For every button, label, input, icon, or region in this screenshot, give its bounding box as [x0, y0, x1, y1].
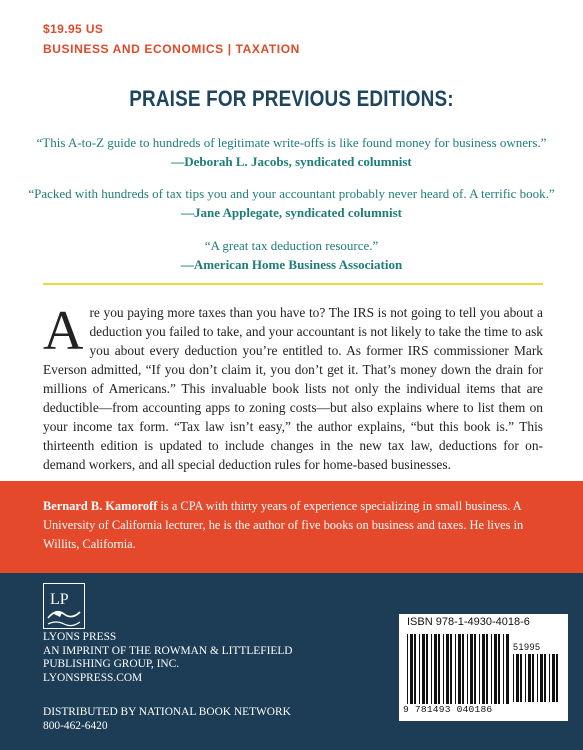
author-name: Bernard B. Kamoroff: [43, 499, 158, 513]
logo-lettering: LP: [50, 591, 69, 608]
publisher-info: [43, 631, 293, 685]
addon-barcode-bars: [511, 654, 561, 704]
isbn-text: ISBN 978-1-4930-4018-6: [407, 616, 530, 628]
publisher-name: LYONS PRESS: [43, 631, 117, 643]
price-code: 51995: [513, 642, 541, 652]
divider-rule: [43, 283, 543, 285]
publisher-band: [0, 573, 583, 750]
quote-attribution: —Deborah L. Jacobs, syndicated columnist: [171, 154, 412, 169]
publisher-imprint-line: AN IMPRINT OF THE ROWMAN & LITTLEFIELD: [43, 644, 293, 657]
isbn-barcode: [399, 614, 568, 721]
quote-attribution: —Jane Applegate, syndicated columnist: [180, 205, 402, 220]
publisher-imprint-line: PUBLISHING GROUP, INC.: [43, 658, 180, 670]
barcode-digits: 9 781493 040186: [403, 704, 493, 715]
barcode-bars: [405, 634, 509, 704]
distribution-info: [43, 705, 291, 733]
author-bio: [43, 497, 548, 554]
category-label: BUSINESS AND ECONOMICS | TAXATION: [43, 42, 300, 56]
publisher-website: LYONSPRESS.COM: [43, 671, 143, 684]
quote-text: “This A-to-Z guide to hundreds of legitimate write-offs is like found money for business owners.”: [36, 135, 547, 150]
praise-heading: PRAISE FOR PREVIOUS EDITIONS:: [129, 86, 454, 111]
quote-text: “Packed with hundreds of tax tips you and your accountant probably never heard of. A terrific book.”: [28, 186, 555, 201]
author-bio-text: is a CPA with thirty years of experience specializing in small business. A University of California lecturer, he is the author of five books on business and taxes. He lives in Willits, California.: [43, 499, 524, 551]
publisher-logo: [43, 583, 85, 629]
lp-logo-icon: [44, 584, 84, 628]
author-band: [0, 481, 583, 573]
quote-text: “A great tax deduction resource.”: [204, 238, 379, 253]
description-blurb: [43, 300, 543, 474]
description-text: re you paying more taxes than you have to? The IRS is not going to tell you about a deduction you failed to take, and your accountant is not likely to take the time to ask you about every deduction you’re entitled to. As former IRS commissioner Mark Everson admitted, “If you don’t claim it, you don’t get it. That’s money down the drain for millions of Americans.” This invaluable book lists not only the individual items that are deductible—from accounting apps to zoning costs—but also explains where to list them on your income tax form. “Tax law isn’t easy,” the author explains, “but this book is.” This thirteenth edition is updated to include changes in the new tax law, deductions for on-demand workers, and all special deduction rules for home-based businesses.: [43, 305, 543, 472]
praise-quote-2: [0, 184, 583, 222]
distributor-phone: 800-462-6420: [43, 720, 108, 732]
praise-quote-1: [0, 133, 583, 171]
praise-quote-3: [0, 236, 583, 274]
distributor-name: DISTRIBUTED BY NATIONAL BOOK NETWORK: [43, 706, 291, 718]
quote-attribution: —American Home Business Association: [180, 257, 403, 272]
price-label: $19.95 US: [43, 22, 104, 36]
drop-cap: A: [43, 300, 84, 362]
